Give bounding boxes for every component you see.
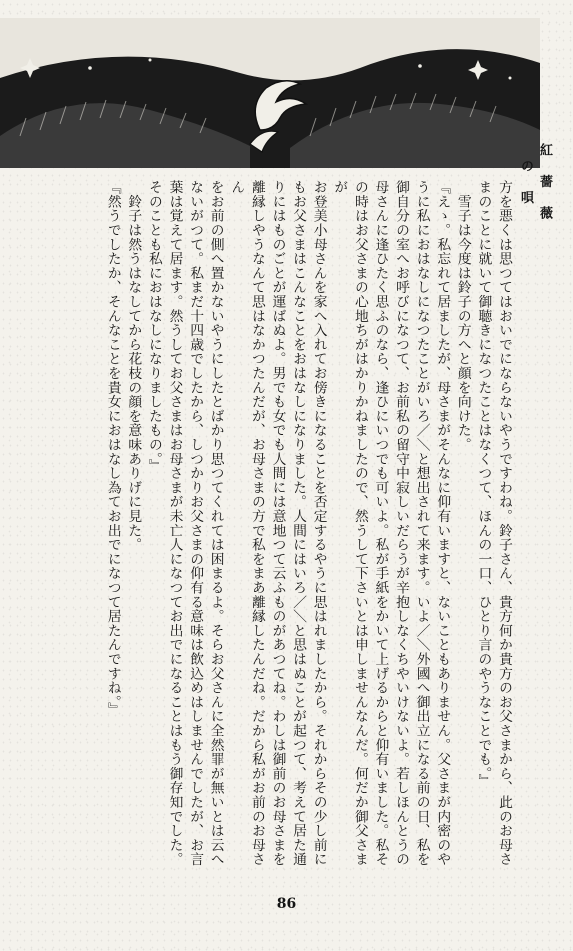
paragraph: そのことも私におはなしになりましたもの。』 — [145, 180, 162, 474]
paragraph: もお父さまはこんなことをおはなしになりました。人間にはいろ／＼と思はぬことが起つて、考えて居た通 — [290, 180, 307, 867]
paragraph: 母さんに逢ひたく思ふのなら、逢ひにいつでも可いよ。私が手紙をかいて上げるからと仰有いました。私そ — [372, 180, 389, 867]
paragraph: ないがつて。私まだ十四歳でしたから、しつかりお父さまの仰有る意味は飲込めはしませんでしたが、お言 — [187, 180, 204, 867]
paragraph: 雪子は今度は鈴子の方へと顔を向けた。 — [454, 180, 471, 452]
paragraph: をお前の側へ置かないやうにしたとばかり思つてくれては困まるよ。そらお父さんに全然罪が無いとは云へ — [207, 180, 224, 867]
paragraph: 御自分の室へお呼びになつて、お前私の留守中寂しいだらうが辛抱しなくちやいけないよ。若しほんとうの — [393, 180, 410, 867]
paragraph: うに私におはなしになつたことがいろ／＼と想出されて来ます。いよ／＼外國へ御出立になる前の日、私を — [413, 180, 430, 867]
paragraph: 方を悪くは思つてはおいでにならないやうですわね。鈴子さん、貴方何か貴方のお父さまから、此のお母さ — [496, 180, 512, 867]
paragraph: 葉は覚えて居ます。然うしてお父さまはお母さまが未亡人になつてお出でになることはもう御存知でした。 — [166, 180, 183, 867]
paragraph: お登美小母さんを家へ入れてお傍きになることを否定するやうに思はれましたから。それからその少し前に — [310, 180, 327, 867]
page-number: 86 — [276, 896, 297, 912]
paragraph: 『えゝ。私忘れて居ましたが、母さまがそんなに仰有いますと、ないこともありません。父さまが内密のや — [434, 180, 451, 867]
paragraph: 離縁しやうなんて思はなかつたんだが、お母さまの方で私をまあ離縁したんだね。だから私がお前のお母さん — [228, 180, 265, 867]
paragraph: まのことに就いて御聴きになつたことはなくつて、ほんの一口、ひとり言のやうなことでも。』 — [475, 180, 492, 788]
paragraph: 『然うでしたか、そんなことを貴女におはなし為てお出でになつて居たんですね。』 — [104, 180, 121, 717]
header-illustration — [0, 18, 540, 168]
series-title: 紅 薔 薇 の 唄 — [518, 143, 552, 227]
paragraph: 鈴子は然うはなしてから花枝の顔を意味ありげに見た。 — [125, 180, 142, 552]
paragraph: りにはものごとが運ばぬよ。男でも女でも人間には意地つて云ふものがあつてね。わしは御前のお母さまを — [269, 180, 286, 867]
body-text — [36, 180, 514, 870]
paragraph: の時はお父さまの心地ちがはかりかねましたので、然うして下さいとは申しませんなんだ。何だか御父さまが — [331, 180, 368, 867]
